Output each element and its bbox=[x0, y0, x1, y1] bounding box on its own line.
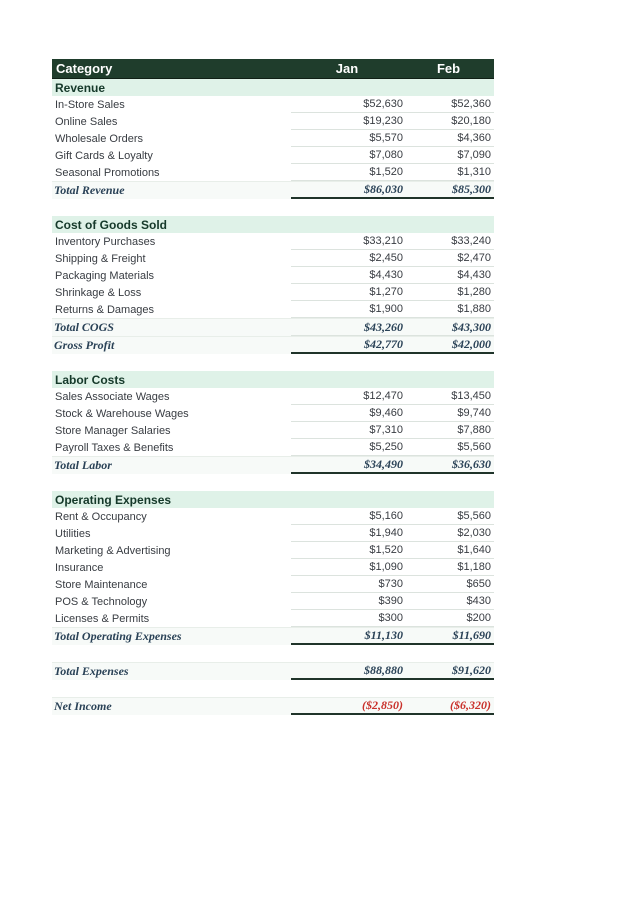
total-row-revenue bbox=[52, 181, 494, 199]
spacer-row bbox=[52, 199, 494, 216]
row-label: Marketing & Advertising bbox=[55, 544, 171, 557]
feb-value: $650 bbox=[466, 578, 491, 590]
jan-value: $300 bbox=[378, 612, 403, 624]
table-row bbox=[52, 576, 494, 593]
feb-value: $1,640 bbox=[457, 544, 491, 556]
jan-value: $5,160 bbox=[369, 510, 403, 522]
header-row bbox=[52, 59, 494, 79]
feb-value: $430 bbox=[466, 595, 491, 607]
table-row bbox=[52, 405, 494, 422]
feb-value: $20,180 bbox=[451, 115, 491, 127]
row-label: Sales Associate Wages bbox=[55, 390, 170, 403]
row-label: Rent & Occupancy bbox=[55, 510, 147, 523]
section-header-cogs bbox=[52, 216, 494, 233]
row-label: Licenses & Permits bbox=[55, 612, 150, 625]
feb-value: $42,000 bbox=[452, 337, 491, 351]
feb-value: $33,240 bbox=[451, 235, 491, 247]
feb-value: $1,180 bbox=[457, 561, 491, 573]
row-label: Returns & Damages bbox=[55, 303, 155, 316]
feb-value: $7,880 bbox=[457, 424, 491, 436]
jan-value: $7,080 bbox=[369, 149, 403, 161]
feb-value: $5,560 bbox=[457, 510, 491, 522]
table-row bbox=[52, 164, 494, 181]
row-label: Total Expenses bbox=[54, 664, 129, 678]
jan-value: $5,250 bbox=[369, 441, 403, 453]
jan-value: $34,490 bbox=[364, 457, 403, 471]
jan-value: $1,520 bbox=[369, 166, 403, 178]
table-row bbox=[52, 284, 494, 301]
total-row-opex bbox=[52, 627, 494, 645]
jan-value: $88,880 bbox=[364, 663, 403, 677]
feb-value: $91,620 bbox=[452, 663, 491, 677]
table-row bbox=[52, 147, 494, 164]
row-label: Total Labor bbox=[54, 458, 112, 472]
net-income-row bbox=[52, 697, 494, 715]
table-row bbox=[52, 593, 494, 610]
section-header-labor bbox=[52, 371, 494, 388]
feb-value: $200 bbox=[466, 612, 491, 624]
jan-value: $43,260 bbox=[364, 319, 403, 334]
section-title: Labor Costs bbox=[55, 372, 126, 387]
row-label: Shipping & Freight bbox=[55, 252, 146, 265]
table-row bbox=[52, 130, 494, 147]
row-label: Payroll Taxes & Benefits bbox=[55, 441, 174, 454]
row-label: Wholesale Orders bbox=[55, 132, 144, 145]
section-header-opex bbox=[52, 491, 494, 508]
jan-value: $33,210 bbox=[363, 235, 403, 247]
feb-value: $4,360 bbox=[457, 132, 491, 144]
row-label: Total Operating Expenses bbox=[54, 629, 182, 643]
jan-value: $9,460 bbox=[369, 407, 403, 419]
jan-value: $1,940 bbox=[369, 527, 403, 539]
jan-value: $52,630 bbox=[363, 98, 403, 110]
jan-value: $11,130 bbox=[364, 628, 403, 642]
total-expenses-row bbox=[52, 662, 494, 680]
row-label: In-Store Sales bbox=[55, 98, 125, 111]
gross-profit-row bbox=[52, 336, 494, 354]
column-header-feb: Feb bbox=[436, 61, 461, 76]
jan-value: $390 bbox=[378, 595, 403, 607]
feb-value: $2,470 bbox=[457, 252, 491, 264]
spacer-row bbox=[52, 354, 494, 371]
spacer-row bbox=[52, 645, 494, 662]
feb-value: $1,280 bbox=[457, 286, 491, 298]
row-label: Net Income bbox=[54, 699, 112, 713]
row-label: Total COGS bbox=[54, 320, 114, 334]
feb-value: $43,300 bbox=[452, 319, 491, 334]
row-label: Gift Cards & Loyalty bbox=[55, 149, 153, 162]
jan-value: $12,470 bbox=[363, 390, 403, 402]
pnl-table bbox=[52, 59, 494, 715]
feb-value: $9,740 bbox=[457, 407, 491, 419]
row-label: Utilities bbox=[55, 527, 91, 540]
table-row bbox=[52, 439, 494, 456]
jan-value: $2,450 bbox=[369, 252, 403, 264]
feb-value: $11,690 bbox=[452, 628, 491, 642]
jan-value: $4,430 bbox=[369, 269, 403, 281]
table-row bbox=[52, 113, 494, 130]
section-title: Cost of Goods Sold bbox=[55, 217, 167, 232]
spacer-row bbox=[52, 680, 494, 697]
table-row bbox=[52, 525, 494, 542]
row-label: Gross Profit bbox=[54, 338, 115, 352]
row-label: Store Maintenance bbox=[55, 578, 148, 591]
table-row bbox=[52, 610, 494, 627]
feb-value: $5,560 bbox=[457, 441, 491, 453]
table-row bbox=[52, 422, 494, 439]
spacer-row bbox=[52, 474, 494, 491]
feb-value: $7,090 bbox=[457, 149, 491, 161]
table-row bbox=[52, 542, 494, 559]
jan-value: $86,030 bbox=[364, 182, 403, 196]
jan-value: $42,770 bbox=[364, 337, 403, 351]
feb-value: $4,430 bbox=[457, 269, 491, 281]
section-title: Operating Expenses bbox=[55, 492, 172, 507]
feb-value: $52,360 bbox=[451, 98, 491, 110]
jan-value: $7,310 bbox=[369, 424, 403, 436]
row-label: Seasonal Promotions bbox=[55, 166, 160, 179]
feb-value: $36,630 bbox=[452, 457, 491, 471]
row-label: Insurance bbox=[55, 561, 104, 574]
table-row bbox=[52, 301, 494, 318]
jan-value: $1,900 bbox=[369, 303, 403, 315]
row-label: Total Revenue bbox=[54, 183, 125, 197]
table-row bbox=[52, 388, 494, 405]
feb-value: $13,450 bbox=[451, 390, 491, 402]
row-label: Shrinkage & Loss bbox=[55, 286, 142, 299]
feb-value: $1,880 bbox=[457, 303, 491, 315]
feb-value: $85,300 bbox=[452, 182, 491, 196]
jan-value: $1,520 bbox=[369, 544, 403, 556]
table-row bbox=[52, 508, 494, 525]
total-row-labor bbox=[52, 456, 494, 474]
row-label: Online Sales bbox=[55, 115, 118, 128]
row-label: Inventory Purchases bbox=[55, 235, 156, 248]
jan-value: ($2,850) bbox=[362, 698, 403, 712]
feb-value: $2,030 bbox=[457, 527, 491, 539]
jan-value: $1,270 bbox=[369, 286, 403, 298]
column-header-jan: Jan bbox=[335, 61, 359, 76]
column-header-category: Category bbox=[56, 61, 113, 76]
row-label: Stock & Warehouse Wages bbox=[55, 407, 189, 420]
total-row-cogs bbox=[52, 318, 494, 336]
section-header-revenue bbox=[52, 79, 494, 96]
row-label: Packaging Materials bbox=[55, 269, 155, 282]
feb-value: ($6,320) bbox=[450, 698, 491, 712]
row-label: Store Manager Salaries bbox=[55, 424, 171, 437]
feb-value: $1,310 bbox=[457, 166, 491, 178]
jan-value: $19,230 bbox=[363, 115, 403, 127]
table-row bbox=[52, 559, 494, 576]
table-row bbox=[52, 96, 494, 113]
jan-value: $5,570 bbox=[369, 132, 403, 144]
table-row bbox=[52, 233, 494, 250]
section-title: Revenue bbox=[55, 80, 106, 95]
jan-value: $1,090 bbox=[369, 561, 403, 573]
table-row bbox=[52, 250, 494, 267]
row-label: POS & Technology bbox=[55, 595, 148, 608]
table-row bbox=[52, 267, 494, 284]
jan-value: $730 bbox=[378, 578, 403, 590]
